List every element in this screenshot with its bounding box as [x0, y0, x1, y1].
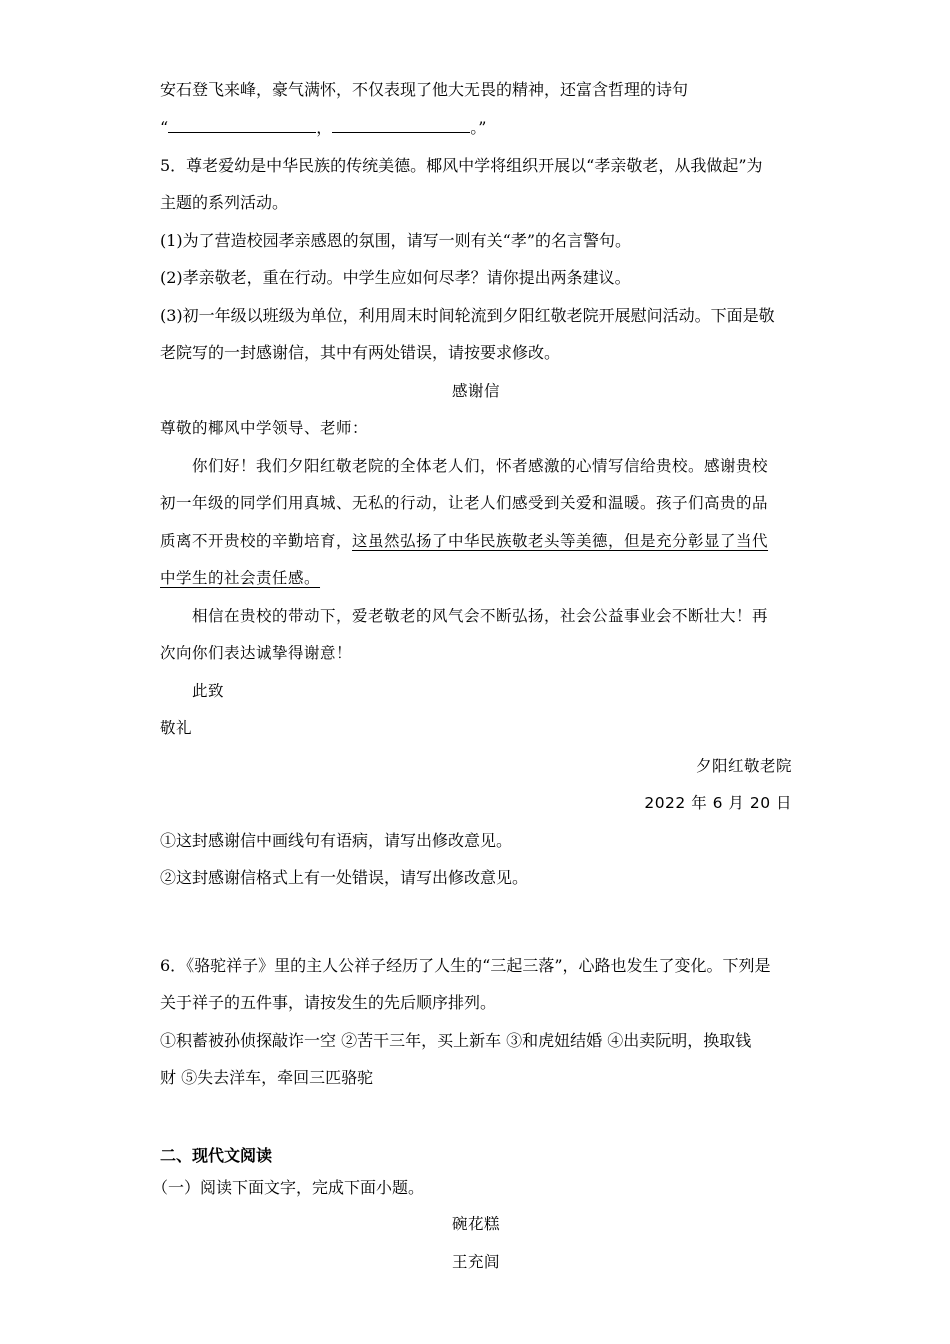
underlined-sentence-part1: 这虽然弘扬了中华民族敬老头等美德，但是充分彰显了当代: [352, 532, 769, 550]
letter-closing-2: 敬礼: [160, 719, 193, 737]
letter-p2-line1: 相信在贵校的带动下，爱老敬老的风气会不断弘扬，社会公益事业会不断壮大！再: [192, 607, 769, 625]
letter-date: 2022 年 6 月 20 日: [644, 794, 792, 812]
q5-sub1: (1)为了营造校园孝亲感恩的氛围，请写一则有关“孝”的名言警句。: [160, 231, 632, 250]
q6-line2: 关于祥子的五件事，请按发生的先后顺序排列。: [160, 993, 497, 1012]
answer-blank-1[interactable]: [168, 116, 316, 133]
q4-line1: 安石登飞来峰，豪气满怀，不仅表现了他大无畏的精神，还富含哲理的诗句: [160, 80, 689, 99]
blank-comma: ，: [316, 118, 333, 137]
q6-line4: 财 ⑤失去洋车，牵回三匹骆驼: [160, 1068, 374, 1087]
letter-signature: 夕阳红敬老院: [695, 757, 792, 775]
letter-p1-line1: 你们好！我们夕阳红敬老院的全体老人们，怀者感激的心情写信给贵校。感谢贵校: [192, 457, 769, 475]
q6-line3: ①积蓄被孙侦探敲诈一空 ②苦干三年，买上新车 ③和虎妞结婚 ④出卖阮明，换取钱: [160, 1031, 752, 1050]
article-author: 王充闾: [451, 1253, 500, 1271]
letter-p2-line2: 次向你们表达诚挚得谢意！: [160, 644, 353, 662]
q5-sub3-line1: (3)初一年级以班级为单位，利用周末时间轮流到夕阳红敬老院开展慰问活动。下面是敬: [160, 306, 775, 325]
q5-task1: ①这封感谢信中画线句有语病，请写出修改意见。: [160, 831, 513, 850]
q6-line1: 6．《骆驼祥子》里的主人公祥子经历了人生的“三起三落”，心路也发生了变化。下列是: [160, 956, 771, 975]
q5-sub2: (2)孝亲敬老，重在行动。中学生应如何尽孝？请你提出两条建议。: [160, 268, 631, 287]
section2-heading: 二、现代文阅读: [160, 1146, 273, 1165]
letter-p1-line2: 初一年级的同学们用真城、无私的行动，让老人们感受到关爱和温暖。孩子们高贵的品: [160, 494, 769, 512]
q5-line2: 主题的系列活动。: [160, 193, 289, 212]
q5-line1: 5．尊老爱幼是中华民族的传统美德。椰风中学将组织开展以“孝亲敬老，从我做起”为: [160, 156, 763, 175]
letter-p1-line3-plain: 质离不开贵校的辛勤培育，: [160, 532, 353, 550]
letter-p1-line3: [160, 529, 792, 553]
answer-blank-2[interactable]: [332, 116, 470, 133]
letter-closing-1: 此致: [192, 682, 225, 700]
close-quote: 。”: [470, 118, 487, 137]
underlined-sentence-part2: 中学生的社会责任感。: [160, 569, 321, 587]
q5-sub3-line2: 老院写的一封感谢信，其中有两处错误，请按要求修改。: [160, 343, 561, 362]
letter-title: 感谢信: [451, 382, 500, 400]
open-quote: “: [160, 118, 169, 137]
article-title: 碗花糕: [451, 1215, 500, 1233]
letter-p1-line4: [160, 566, 792, 590]
q4-answer-blanks: [160, 116, 792, 140]
section2-instruction: （一）阅读下面文字，完成下面小题。: [152, 1178, 425, 1197]
q5-task2: ②这封感谢信格式上有一处错误，请写出修改意见。: [160, 868, 529, 887]
letter-salutation: 尊敬的椰风中学领导、老师：: [160, 419, 369, 437]
